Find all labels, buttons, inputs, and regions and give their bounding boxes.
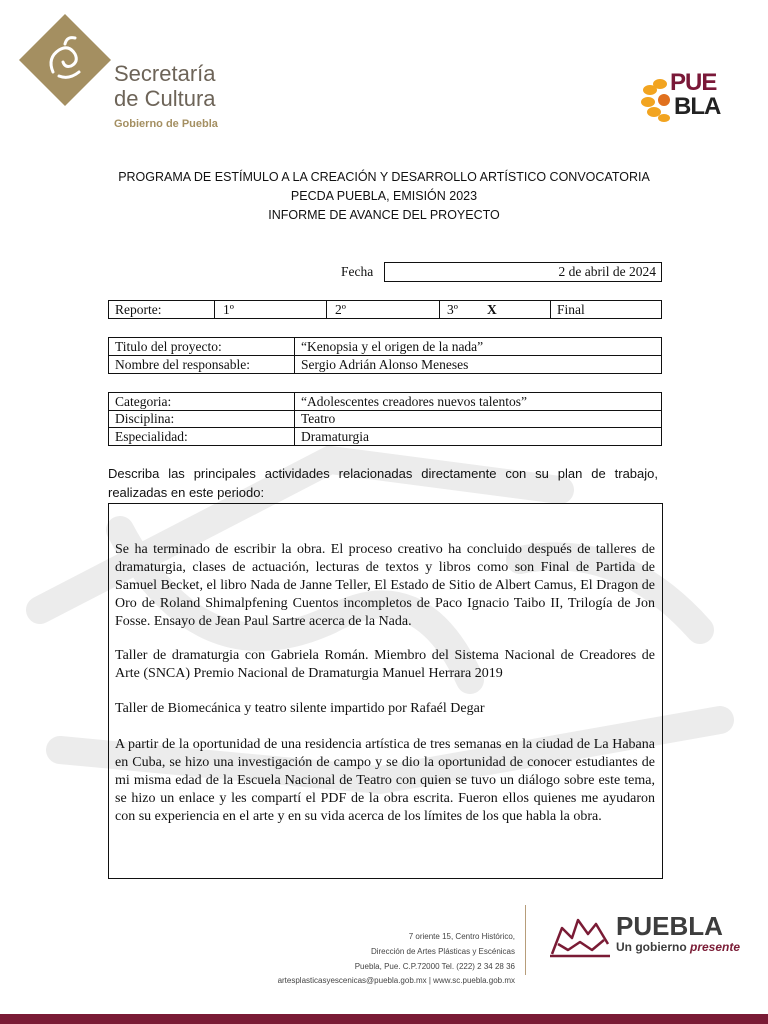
logo-subtitle: Gobierno de Puebla — [114, 118, 218, 130]
activities-prompt: Describa las principales actividades relacionadas directamente con su plan de trabajo, realizadas en este periodo: — [108, 466, 658, 500]
responsable-value: Sergio Adrián Alonso Meneses — [301, 357, 469, 372]
footer-slogan — [616, 940, 740, 954]
footer-slogan-text: Un gobierno — [616, 940, 690, 954]
reporte-label: Reporte: — [115, 302, 162, 317]
document-title-line1: PROGRAMA DE ESTÍMULO A LA CREACIÓN Y DESARROLLO ARTÍSTICO CONVOCATORIA — [118, 170, 650, 184]
reporte-check-mark: X — [487, 302, 497, 317]
categoria-table — [108, 392, 662, 446]
footer-divider — [525, 905, 526, 975]
table-divider — [439, 301, 440, 318]
table-divider — [214, 301, 215, 318]
secretaria-cultura-logo-icon — [19, 14, 111, 106]
especialidad-label: Especialidad: — [115, 429, 188, 444]
document-title-line2: PECDA PUEBLA, EMISIÓN 2023 — [290, 189, 478, 203]
titulo-value: “Kenopsia y el origen de la nada” — [301, 339, 484, 354]
table-divider — [294, 393, 295, 445]
activity-paragraph-3: Taller de Biomecánica y teatro silente impartido por Rafaél Degar — [115, 701, 485, 716]
disciplina-value: Teatro — [301, 411, 336, 426]
disciplina-label: Disciplina: — [115, 411, 175, 426]
logo-title-line2: de Cultura — [114, 86, 216, 111]
puebla-gobierno-logo — [548, 910, 741, 960]
proyecto-table — [108, 337, 662, 374]
building-silhouette-icon — [548, 914, 614, 958]
reporte-option-2: 2º — [335, 302, 346, 317]
footer-address-line2: Dirección de Artes Plásticas y Escénicas — [370, 947, 515, 956]
document-title-line3: INFORME DE AVANCE DEL PROYECTO — [268, 208, 500, 222]
footer-brand-text: PUEBLA — [616, 911, 723, 941]
categoria-value: “Adolescentes creadores nuevos talentos” — [301, 394, 528, 409]
titulo-label: Titulo del proyecto: — [115, 339, 222, 354]
responsable-label: Nombre del responsable: — [115, 357, 250, 372]
flower-icon — [640, 74, 672, 122]
footer-color-bar — [0, 1014, 768, 1024]
table-divider — [326, 301, 327, 318]
brand-pue-text: PUE — [670, 69, 717, 96]
reporte-option-final: Final — [557, 302, 585, 317]
reporte-option-3: 3º — [447, 302, 458, 317]
footer-address-line1: 7 oriente 15, Centro Histórico, — [408, 932, 515, 941]
logo-title-line1: Secretaría — [114, 61, 216, 86]
footer-contact-line: artesplasticasyescenicas@puebla.gob.mx | www.sc.puebla.gob.mx — [277, 976, 515, 985]
activity-paragraph-2: Taller de dramaturgia con Gabriela Román. Miembro del Sistema Nacional de Creadores de Arte (SNCA) Premio Nacional de Dramaturgia Manuel Herrara 2019 — [115, 648, 655, 681]
footer-slogan-emphasis: presente — [690, 940, 741, 954]
activity-paragraph-4: A partir de la oportunidad de una residencia artística de tres semanas en la ciudad de La Habana en Cuba, se hizo una investigación de campo y se dio la oportunidad de conocer estudiantes de mi misma edad de la Escuela Nacional de Teatro con quien se tuvo un diálogo sobre este tema, se hizo un enlace y les compartí el PDF de la obra escrita. Fueron ellos quienes me ayudaron con su experiencia en el arte y en su vida acerca de los límites de los que habla la obra. — [115, 737, 655, 824]
puebla-brand-logo — [640, 70, 732, 126]
fecha-value: 2 de abril de 2024 — [558, 264, 656, 279]
table-divider — [109, 427, 661, 428]
footer-address-line3: Puebla, Pue. C.P.72000 Tel. (222) 2 34 28 36 — [354, 962, 515, 971]
reporte-option-1: 1º — [223, 302, 234, 317]
fecha-field — [384, 262, 662, 282]
fecha-label: Fecha — [341, 264, 374, 279]
activity-paragraph-1: Se ha terminado de escribir la obra. El proceso creativo ha concluido después de talleres de dramaturgia, clases de actuación, lecturas de textos y libros como son Final de Partida de Samuel Becket, el libro Nada de Janne Teller, El Estado de Sitio de Albert Camus, El Dragon de Oro de Roland Shimalpfening Cuentos incompletos de Paco Ignacio Taibo II, Trilogía de Jon Fosse. Ensayo de Jean Paul Sartre acerca de la Nada. — [115, 542, 655, 629]
table-divider — [550, 301, 551, 318]
table-divider — [109, 410, 661, 411]
categoria-label: Categoria: — [115, 394, 172, 409]
especialidad-value: Dramaturgia — [301, 429, 369, 444]
reporte-table — [108, 300, 662, 319]
brand-bla-text: BLA — [674, 93, 721, 120]
